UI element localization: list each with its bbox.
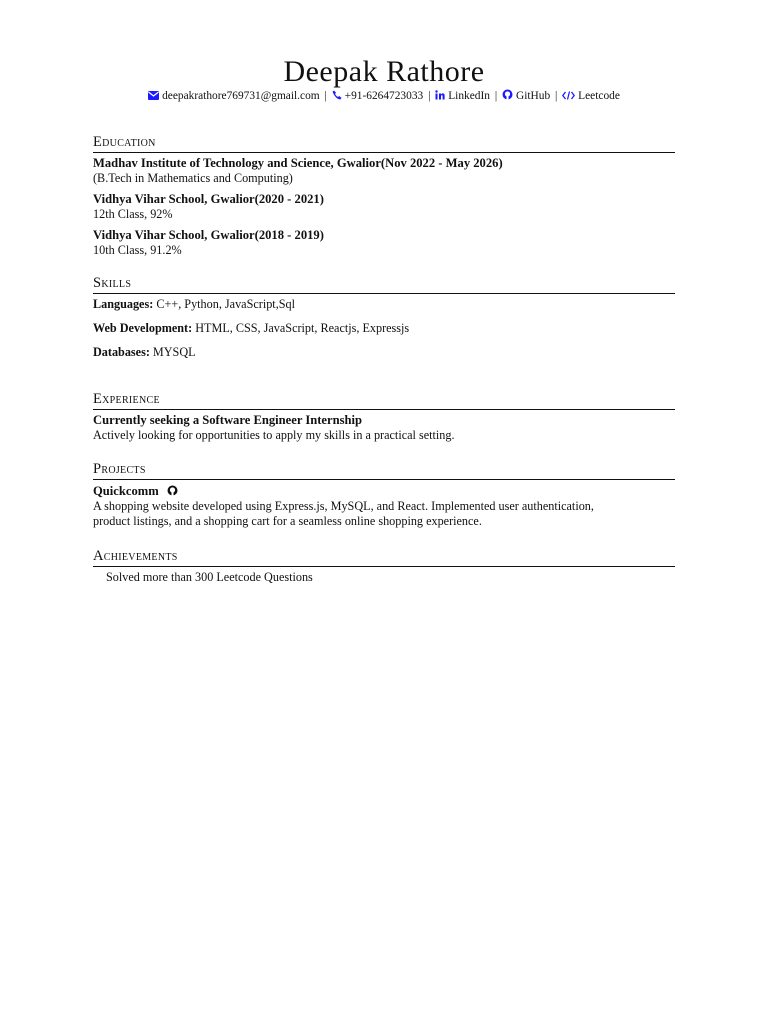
- entry-detail: (B.Tech in Mathematics and Computing): [93, 171, 293, 185]
- education-entry: [93, 228, 675, 258]
- project-title: Quickcomm: [93, 484, 159, 498]
- skill-value: MYSQL: [152, 345, 196, 359]
- entry-title: Vidhya Vihar School, Gwalior(2018 - 2019): [93, 228, 324, 242]
- linkedin-link[interactable]: LinkedIn: [448, 90, 490, 102]
- education-entry: [93, 156, 675, 186]
- email-link[interactable]: deepakrathore769731@gmail.com: [162, 90, 320, 102]
- separator: |: [324, 90, 327, 102]
- phone-link[interactable]: +91-6264723033: [344, 90, 424, 102]
- entry-detail: 12th Class, 92%: [93, 207, 173, 221]
- skills-heading: Skills: [93, 275, 675, 294]
- skill-row-databases: [93, 345, 675, 360]
- achievements-heading: Achievements: [93, 548, 675, 567]
- contact-line: [93, 89, 675, 103]
- experience-section: [93, 391, 675, 443]
- skill-label: Web Development:: [93, 321, 193, 335]
- leetcode-link[interactable]: Leetcode: [578, 90, 620, 102]
- project-title-row: [93, 484, 675, 499]
- skill-row-languages: [93, 297, 675, 312]
- achievements-section: [93, 548, 675, 585]
- experience-entry: [93, 413, 675, 443]
- separator: |: [428, 90, 431, 102]
- candidate-name: Deepak Rathore: [283, 55, 485, 88]
- education-entry: [93, 192, 675, 222]
- projects-heading: Projects: [93, 461, 675, 480]
- skill-label: Languages:: [93, 297, 154, 311]
- project-description-line: product listings, and a shopping cart for a seamless online shopping experience.: [93, 514, 482, 528]
- skill-row-web: [93, 321, 675, 336]
- entry-detail: 10th Class, 91.2%: [93, 243, 182, 257]
- separator: |: [555, 90, 558, 102]
- projects-section: [93, 461, 675, 529]
- skill-label: Databases:: [93, 345, 150, 359]
- entry-title: Currently seeking a Software Engineer Internship: [93, 413, 363, 427]
- entry-title: Vidhya Vihar School, Gwalior(2020 - 2021): [93, 192, 324, 206]
- education-heading: Education: [93, 134, 675, 153]
- entry-detail: Actively looking for opportunities to apply my skills in a practical setting.: [93, 428, 455, 442]
- skills-section: [93, 275, 675, 360]
- github-link[interactable]: GitHub: [515, 90, 551, 102]
- github-icon[interactable]: [167, 484, 178, 498]
- entry-title: Madhav Institute of Technology and Science, Gwalior(Nov 2022 - May 2026): [93, 156, 503, 170]
- project-description-line: A shopping website developed using Express.js, MySQL, and React. Implemented user authentication,: [93, 499, 594, 513]
- project-entry: [93, 484, 675, 529]
- skill-value: HTML, CSS, JavaScript, Reactjs, Expressjs: [195, 321, 410, 335]
- separator: |: [494, 90, 498, 102]
- education-section: [93, 134, 675, 258]
- skill-value: C++, Python, JavaScript,Sql: [156, 297, 296, 311]
- phone-icon: [332, 90, 345, 102]
- code-icon: [562, 90, 578, 102]
- github-icon: [502, 90, 516, 102]
- email-icon: [148, 90, 162, 102]
- achievement-item: Solved more than 300 Leetcode Questions: [106, 570, 313, 584]
- experience-heading: Experience: [93, 391, 675, 410]
- linkedin-icon: [435, 90, 448, 102]
